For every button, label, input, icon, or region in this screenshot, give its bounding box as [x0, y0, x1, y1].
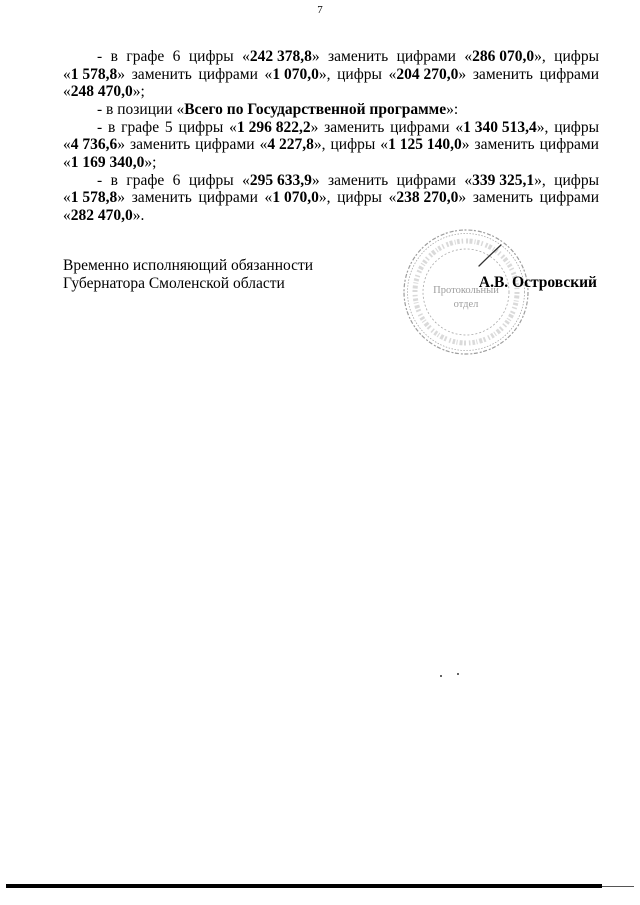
signatory-position-line1: Временно исполняющий обязанности — [63, 257, 314, 274]
text-segment: » заменить цифрами « — [117, 136, 268, 154]
bold-text-segment: 1 340 513,4 — [463, 118, 537, 136]
scan-speck — [440, 675, 442, 677]
bold-text-segment: 1 578,8 — [70, 189, 118, 207]
text-segment: »; — [144, 153, 157, 171]
text-line — [63, 207, 599, 225]
bold-text-segment: 4 227,8 — [267, 136, 314, 154]
signatory-name: А.В. Островский — [478, 274, 597, 291]
text-segment: » заменить цифрами — [461, 136, 599, 154]
text-segment: ». — [132, 206, 145, 224]
text-segment: » заменить цифрами « — [310, 118, 464, 136]
signature-stroke — [470, 240, 510, 270]
bottom-edge-line — [602, 886, 634, 887]
text-segment: » заменить цифрами — [458, 65, 599, 83]
scan-speck — [457, 673, 459, 675]
bold-text-segment: 4 736,6 — [70, 136, 118, 154]
text-line — [63, 136, 599, 154]
bold-text-segment: 286 070,0 — [472, 48, 535, 65]
bold-text-segment: Всего по Государственной программе — [184, 100, 447, 118]
text-segment: » заменить цифрами « — [311, 48, 473, 65]
bold-text-segment: 1 578,8 — [70, 65, 118, 83]
text-segment: », цифры « — [313, 136, 389, 154]
bold-text-segment: 248 470,0 — [70, 83, 133, 101]
stamp-inner-text-line2: отдел — [453, 299, 479, 310]
text-line — [63, 154, 599, 172]
bold-text-segment: 1 125 140,0 — [388, 136, 462, 154]
text-segment: »; — [132, 83, 145, 101]
amendment-text — [63, 48, 599, 225]
text-segment: »: — [446, 100, 459, 118]
text-segment: » заменить цифрами « — [311, 171, 473, 189]
text-segment: « — [63, 189, 71, 207]
text-segment: », цифры — [536, 118, 599, 136]
bold-text-segment: 204 270,0 — [396, 65, 459, 83]
bold-text-segment: 295 633,9 — [249, 171, 312, 189]
text-segment: » заменить цифрами « — [117, 189, 273, 207]
text-line — [63, 172, 599, 190]
text-line — [63, 119, 599, 137]
text-line — [63, 48, 599, 66]
bold-text-segment: 238 270,0 — [396, 189, 459, 207]
text-segment: « — [63, 65, 71, 83]
text-segment: » заменить цифрами « — [117, 65, 273, 83]
text-segment: - в графе 6 цифры « — [97, 48, 250, 65]
signatory-position — [63, 257, 313, 292]
bold-text-segment: 1 070,0 — [272, 189, 319, 207]
official-stamp — [399, 225, 533, 359]
bold-text-segment: 339 325,1 — [472, 171, 535, 189]
text-segment: - в позиции « — [97, 100, 185, 118]
text-segment: « — [63, 153, 71, 171]
text-segment: », цифры « — [318, 189, 397, 207]
text-line — [63, 101, 599, 119]
text-segment: « — [63, 206, 71, 224]
signatory-position-line2: Губернатора Смоленской области — [63, 274, 285, 292]
bold-text-segment: 1 070,0 — [272, 65, 319, 83]
bold-text-segment: 1 296 822,2 — [236, 118, 311, 136]
text-segment: » заменить цифрами — [458, 189, 599, 207]
stamp-inner-text-line1: Протокольный — [433, 285, 499, 296]
bottom-edge-bar — [6, 884, 602, 888]
text-segment: - в графе 6 цифры « — [97, 171, 250, 189]
bold-text-segment: 1 169 340,0 — [70, 153, 145, 171]
bold-text-segment: 282 470,0 — [70, 206, 133, 224]
text-segment: », цифры — [534, 171, 599, 189]
text-segment: « — [63, 136, 71, 154]
text-segment: », цифры « — [318, 65, 397, 83]
text-line — [63, 66, 599, 84]
page-number: 7 — [317, 4, 323, 16]
text-line — [63, 189, 599, 207]
text-segment: - в графе 5 цифры « — [97, 118, 237, 136]
text-segment: « — [63, 83, 71, 101]
text-line — [63, 83, 599, 101]
text-segment: », цифры — [534, 48, 599, 65]
bold-text-segment: 242 378,8 — [249, 48, 312, 65]
